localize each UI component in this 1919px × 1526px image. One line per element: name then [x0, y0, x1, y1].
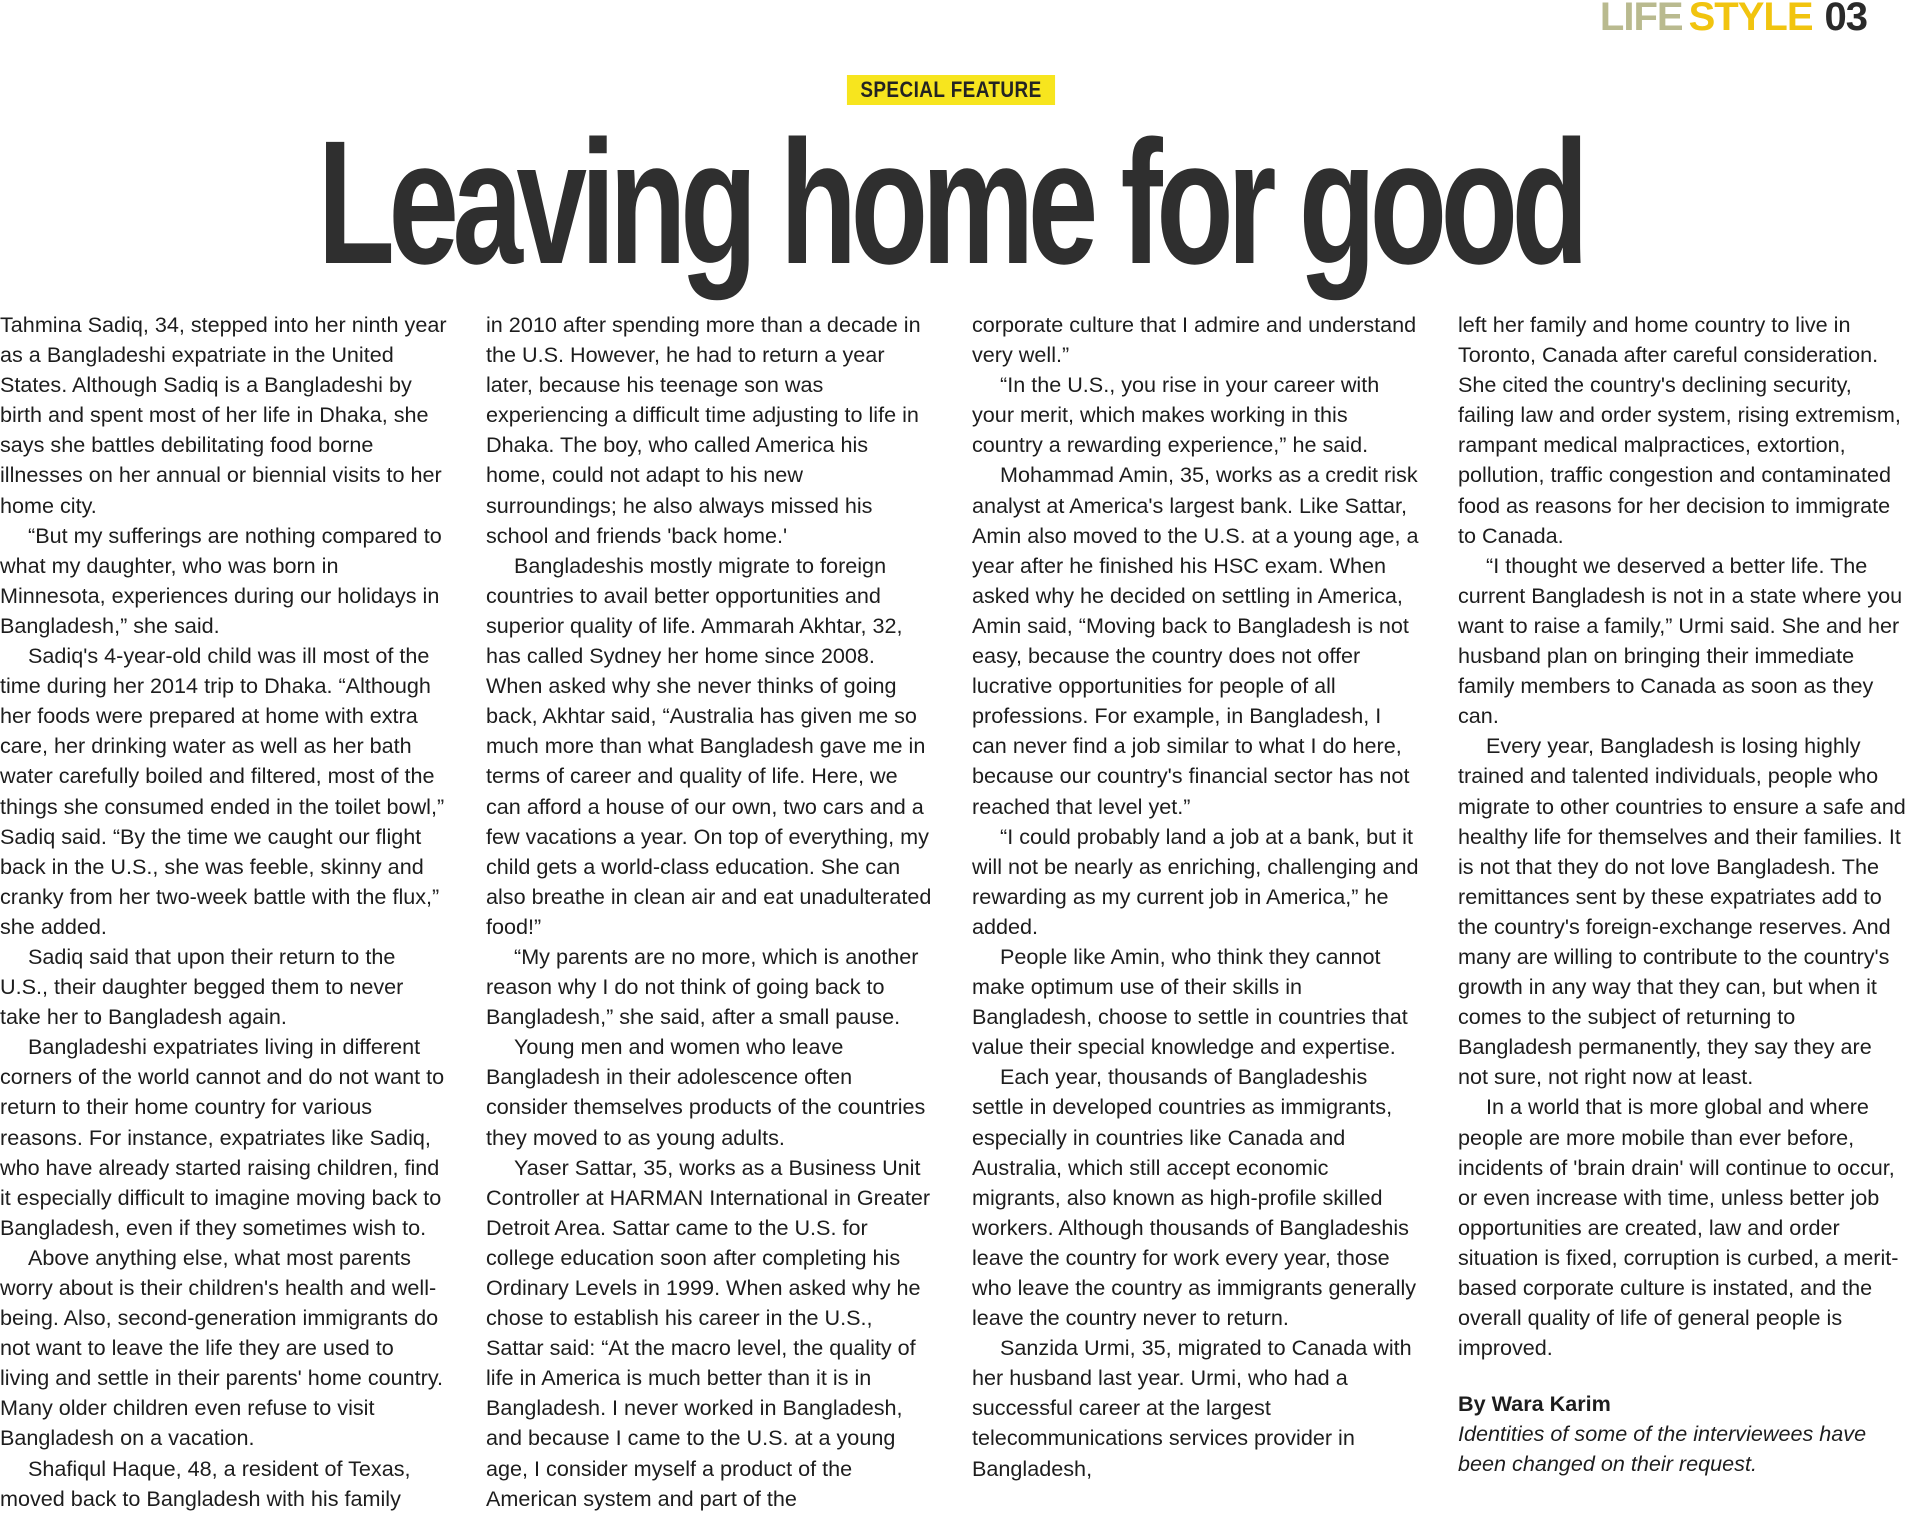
editor-note: Identities of some of the interviewees have been changed on their request.: [1458, 1421, 1867, 1477]
paragraph: Sanzida Urmi, 35, migrated to Canada with her husband last year. Urmi, who had a successful career at the largest telecommunications services provider in Bangladesh,: [972, 1335, 1412, 1481]
article-column-4: [1458, 310, 1906, 1526]
article-column-1: [0, 310, 448, 1526]
section-masthead: [1600, 0, 1867, 40]
article-column-2: [486, 310, 934, 1526]
article-body: [0, 310, 1906, 1526]
paragraph: “But my sufferings are nothing compared to what my daughter, who was born in Minnesota, experiences during our holidays in Bangladesh,” she said.: [0, 522, 442, 638]
paragraph: left her family and home country to live in Toronto, Canada after careful consideration. She cited the country's declining security, failing law and order system, rising extremism, rampant medical malpractices, extortion, pollution, traffic congestion and contaminated food as reasons for her decision to immigrate to Canada.: [1458, 312, 1901, 548]
paragraph: Above anything else, what most parents worry about is their children's health and well-being. Also, second-generation immigrants do not want to leave the life they are used to living and settle in their parents' home country. Many older children even refuse to visit Bangladesh on a vacation.: [0, 1244, 444, 1451]
section-name-style: STYLE: [1688, 0, 1813, 39]
article-column-3: [972, 310, 1420, 1526]
paragraph: Young men and women who leave Bangladesh in their adolescence often consider themselves products of the countries they moved to as young adults.: [486, 1034, 926, 1150]
paragraph: in 2010 after spending more than a decade in the U.S. However, he had to return a year later, because his teenage son was experiencing a difficult time adjusting to life in Dhaka. The boy, who called America his home, could not adapt to his new surroundings; he also always missed his school and friends 'back home.': [486, 312, 921, 548]
paragraph: corporate culture that I admire and understand very well.”: [972, 312, 1417, 368]
kicker-label: SPECIAL FEATURE: [847, 75, 1055, 105]
paragraph: Sadiq's 4-year-old child was ill most of the time during her 2014 trip to Dhaka. “Although her foods were prepared at home with extra care, her drinking water as well as her bath water carefully boiled and filtered, most of the things she consumed ended in the toilet bowl,” Sadiq said. “By the time we caught our flight back in the U.S., she was feeble, skinny and cranky from her two-week battle with the flux,” she added.: [0, 643, 445, 939]
paragraph: Yaser Sattar, 35, works as a Business Unit Controller at HARMAN International in Greater Detroit Area. Sattar came to the U.S. for college education soon after completing his Ordinary Levels in 1999. When asked why he chose to establish his career in the U.S., Sattar said: “At the macro level, the quality of life in America is much better than it is in Bangladesh. I never worked in Bangladesh, and because I came to the U.S. at a young age, I consider myself a product of the American system and part of the: [486, 1154, 931, 1511]
paragraph: “I thought we deserved a better life. The current Bangladesh is not in a state where you want to raise a family,” Urmi said. She and her husband plan on bringing their immediate family members to Canada as soon as they can.: [1458, 552, 1903, 729]
paragraph: In a world that is more global and where people are more mobile than ever before, incidents of 'brain drain' will continue to occur, or even increase with time, unless better job opportunities are created, law and order situation is fixed, corruption is curbed, a merit-based corporate culture is instated, and the overall quality of life of general people is improved.: [1458, 1094, 1899, 1361]
paragraph: “I could probably land a job at a bank, but it will not be nearly as enriching, challenging and rewarding as my current job in America,” he added.: [972, 823, 1419, 939]
paragraph: Sadiq said that upon their return to the U.S., their daughter begged them to never take her to Bangladesh again.: [0, 943, 404, 1030]
paragraph: Bangladeshi expatriates living in different corners of the world cannot and do not want to return to their home country for various reasons. For instance, expatriates like Sadiq, who have already started raising children, find it especially difficult to imagine moving back to Bangladesh, even if they sometimes wish to.: [0, 1034, 445, 1240]
paragraph: Tahmina Sadiq, 34, stepped into her ninth year as a Bangladeshi expatriate in the United States. Although Sadiq is a Bangladeshi by birth and spent most of her life in Dhaka, she says she battles debilitating food borne illnesses on her annual or biennial visits to her home city.: [0, 312, 447, 518]
section-name-life: LIFE: [1599, 0, 1683, 39]
paragraph: Every year, Bangladesh is losing highly trained and talented individuals, people who migrate to other countries to ensure a safe and healthy life for themselves and their families. It is not that they do not love Bangladesh. The remittances sent by these expatriates add to the country's foreign-exchange reserves. And many are willing to contribute to the country's growth in any way that they can, but when it comes to the subject of returning to Bangladesh permanently, they say they are not sure, not right now at least.: [1458, 733, 1906, 1090]
headline: Leaving home for good: [317, 105, 1583, 301]
paragraph: Bangladeshis mostly migrate to foreign countries to avail better opportunities and superior quality of life. Ammarah Akhtar, 32, has called Sydney her home since 2008. When asked why she never thinks of going back, Akhtar said, “Australia has given me so much more than what Bangladesh gave me in terms of career and quality of life. Here, we can afford a house of our own, two cars and a few vacations a year. On top of everything, my child gets a world-class education. She can also breathe in clean air and eat unadulterated food!”: [486, 552, 932, 939]
page-number: 03: [1824, 0, 1867, 39]
paragraph: “In the U.S., you rise in your career with your merit, which makes working in this country a rewarding experience,” he said.: [972, 372, 1380, 458]
paragraph: Shafiqul Haque, 48, a resident of Texas, moved back to Bangladesh with his family: [0, 1455, 411, 1511]
paragraph: “My parents are no more, which is another reason why I do not think of going back to Bangladesh,” she said, after a small pause.: [486, 943, 919, 1030]
paragraph: Mohammad Amin, 35, works as a credit risk analyst at America's largest bank. Like Sattar, Amin also moved to the U.S. at a young age, a year after he finished his HSC exam. When asked why he decided on settling in America, Amin said, “Moving back to Bangladesh is not easy, because the country does not offer lucrative opportunities for people of all professions. For example, in Bangladesh, I can never find a job similar to what I do here, because our country's financial sector has not reached that level yet.”: [972, 462, 1419, 819]
paragraph: People like Amin, who think they cannot make optimum use of their skills in Bangladesh, choose to settle in countries that value their special knowledge and expertise.: [972, 943, 1408, 1060]
byline: By Wara Karim: [1458, 1391, 1611, 1417]
paragraph: Each year, thousands of Bangladeshis settle in developed countries as immigrants, especially in countries like Canada and Australia, which still accept economic migrants, also known as high-profile skilled workers. Although thousands of Bangladeshis leave the country for work every year, those who leave the country as immigrants generally leave the country never to return.: [972, 1064, 1417, 1331]
